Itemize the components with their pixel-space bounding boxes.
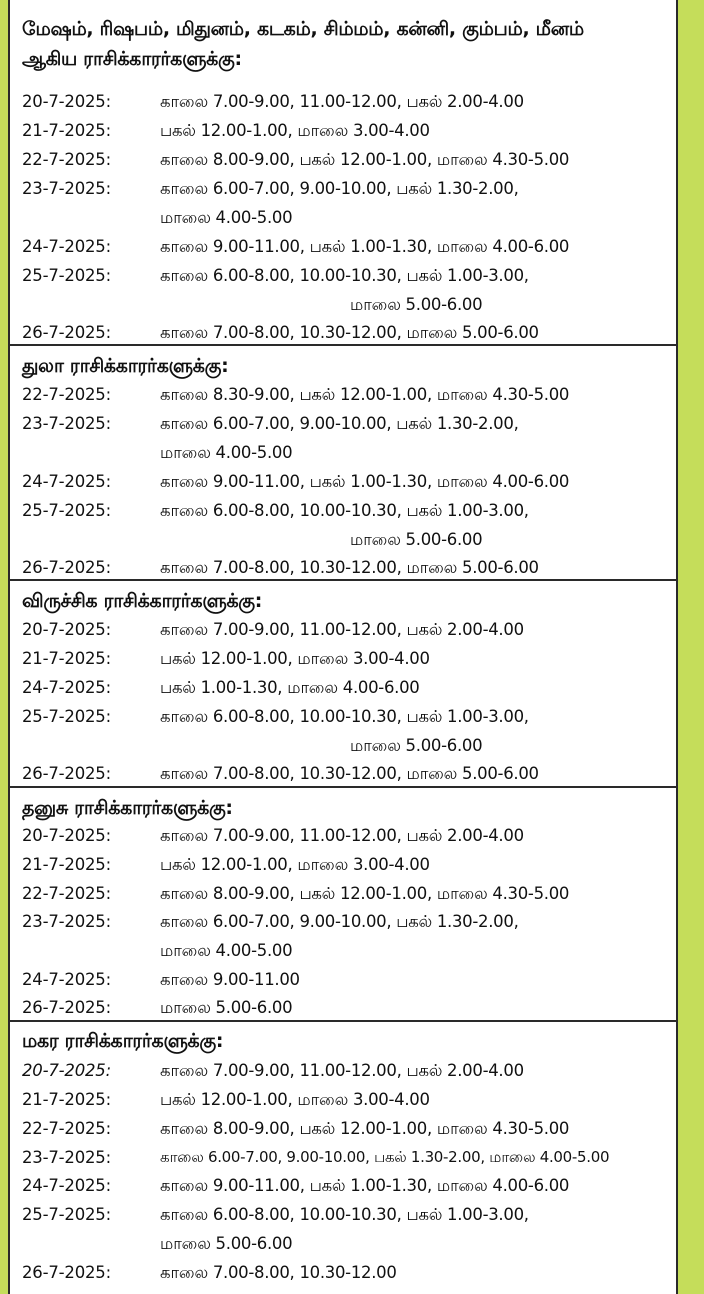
row-date: 26-7-2025: bbox=[22, 558, 111, 577]
section-title: மகர ராசிக்காரர்களுக்கு: bbox=[22, 1030, 224, 1052]
schedule-row-continued bbox=[10, 731, 676, 760]
section-title: தனுசு ராசிக்காரர்களுக்கு: bbox=[22, 797, 233, 819]
row-times-continued: மாலை 5.00-6.00 bbox=[160, 1234, 293, 1253]
row-times: காலை 7.00-9.00, 11.00-12.00, பகல் 2.00-4.00 bbox=[160, 92, 524, 111]
schedule-row bbox=[10, 702, 676, 731]
row-date: 23-7-2025: bbox=[22, 414, 111, 433]
row-times: காலை 8.00-9.00, பகல் 12.00-1.00, மாலை 4.30-5.00 bbox=[160, 1119, 570, 1138]
row-date: 24-7-2025: bbox=[22, 472, 111, 491]
row-times-continued: மாலை 4.00-5.00 bbox=[160, 208, 293, 227]
schedule-row bbox=[10, 879, 676, 908]
schedule-row bbox=[10, 673, 676, 702]
row-date: 23-7-2025: bbox=[22, 179, 111, 198]
section-dhanusu bbox=[10, 788, 676, 1022]
row-times: காலை 6.00-7.00, 9.00-10.00, பகல் 1.30-2.00, bbox=[160, 179, 519, 198]
schedule-row bbox=[10, 993, 676, 1022]
row-times: காலை 7.00-8.00, 10.30-12.00, மாலை 5.00-6.00 bbox=[160, 323, 539, 342]
row-date: 25-7-2025: bbox=[22, 266, 111, 285]
row-times: பகல் 12.00-1.00, மாலை 3.00-4.00 bbox=[160, 1090, 430, 1109]
schedule-row bbox=[10, 1143, 676, 1172]
row-date: 24-7-2025: bbox=[22, 678, 111, 697]
row-times: காலை 7.00-9.00, 11.00-12.00, பகல் 2.00-4.00 bbox=[160, 620, 524, 639]
row-times: காலை 6.00-7.00, 9.00-10.00, பகல் 1.30-2.00, bbox=[160, 912, 519, 931]
schedule-row bbox=[10, 821, 676, 850]
row-date: 24-7-2025: bbox=[22, 970, 111, 989]
row-times: காலை 8.00-9.00, பகல் 12.00-1.00, மாலை 4.30-5.00 bbox=[160, 884, 570, 903]
row-times: காலை 9.00-11.00 bbox=[160, 970, 300, 989]
schedule-row bbox=[10, 1258, 676, 1287]
schedule-row-continued bbox=[10, 525, 676, 554]
row-times: பகல் 12.00-1.00, மாலை 3.00-4.00 bbox=[160, 855, 430, 874]
row-date: 20-7-2025: bbox=[22, 92, 111, 111]
schedule-row-continued bbox=[10, 290, 676, 319]
row-times: காலை 7.00-8.00, 10.30-12.00, மாலை 5.00-6.00 bbox=[160, 558, 539, 577]
schedule-row bbox=[10, 318, 676, 347]
row-times: காலை 9.00-11.00, பகல் 1.00-1.30, மாலை 4.00-6.00 bbox=[160, 237, 570, 256]
row-date: 25-7-2025: bbox=[22, 501, 111, 520]
schedule-row bbox=[10, 615, 676, 644]
row-date: 21-7-2025: bbox=[22, 855, 111, 874]
schedule-row bbox=[10, 644, 676, 673]
schedule-row bbox=[10, 467, 676, 496]
row-date: 22-7-2025: bbox=[22, 884, 111, 903]
row-times: பகல் 1.00-1.30, மாலை 4.00-6.00 bbox=[160, 678, 420, 697]
schedule-row bbox=[10, 1171, 676, 1200]
schedule-row-continued bbox=[10, 936, 676, 965]
schedule-row bbox=[10, 145, 676, 174]
schedule-row bbox=[10, 409, 676, 438]
row-date: 25-7-2025: bbox=[22, 1205, 111, 1224]
schedule-row bbox=[10, 232, 676, 261]
row-times: காலை 7.00-9.00, 11.00-12.00, பகல் 2.00-4.00 bbox=[160, 826, 524, 845]
row-date: 20-7-2025: bbox=[22, 620, 111, 639]
row-date: 24-7-2025: bbox=[22, 237, 111, 256]
row-date: 22-7-2025: bbox=[22, 385, 111, 404]
row-times: காலை 7.00-8.00, 10.30-12.00, மாலை 5.00-6.00 bbox=[160, 764, 539, 783]
schedule-row bbox=[10, 116, 676, 145]
section-thula bbox=[10, 346, 676, 581]
section-title: மேஷம், ரிஷபம், மிதுனம், கடகம், சிம்மம், கன்னி, கும்பம், மீனம் bbox=[22, 18, 584, 40]
row-times: காலை 9.00-11.00, பகல் 1.00-1.30, மாலை 4.00-6.00 bbox=[160, 472, 570, 491]
row-times: காலை 6.00-8.00, 10.00-10.30, பகல் 1.00-3.00, bbox=[160, 707, 529, 726]
row-times-continued: மாலை 5.00-6.00 bbox=[350, 530, 483, 549]
section-title: விருச்சிக ராசிக்காரர்களுக்கு: bbox=[22, 590, 263, 612]
row-times: பகல் 12.00-1.00, மாலை 3.00-4.00 bbox=[160, 121, 430, 140]
schedule-row bbox=[10, 261, 676, 290]
row-times: காலை 9.00-11.00, பகல் 1.00-1.30, மாலை 4.00-6.00 bbox=[160, 1176, 570, 1195]
row-times: காலை 7.00-9.00, 11.00-12.00, பகல் 2.00-4.00 bbox=[160, 1061, 524, 1080]
schedule-row bbox=[10, 759, 676, 788]
section-title-continued: ஆகிய ராசிக்காரர்களுக்கு: bbox=[22, 48, 242, 70]
schedule-row bbox=[10, 907, 676, 936]
row-times: காலை 8.00-9.00, பகல் 12.00-1.00, மாலை 4.30-5.00 bbox=[160, 150, 570, 169]
row-times: மாலை 5.00-6.00 bbox=[160, 998, 293, 1017]
schedule-row-continued bbox=[10, 438, 676, 467]
row-times: பகல் 12.00-1.00, மாலை 3.00-4.00 bbox=[160, 649, 430, 668]
row-date: 24-7-2025: bbox=[22, 1176, 111, 1195]
row-times: காலை 6.00-8.00, 10.00-10.30, பகல் 1.00-3.00, bbox=[160, 1205, 529, 1224]
row-times: காலை 8.30-9.00, பகல் 12.00-1.00, மாலை 4.30-5.00 bbox=[160, 385, 570, 404]
row-times: காலை 7.00-8.00, 10.30-12.00 bbox=[160, 1263, 397, 1282]
row-times: காலை 6.00-8.00, 10.00-10.30, பகல் 1.00-3.00, bbox=[160, 266, 529, 285]
section-title: துலா ராசிக்காரர்களுக்கு: bbox=[22, 355, 229, 377]
row-date: 26-7-2025: bbox=[22, 323, 111, 342]
section-group-signs bbox=[10, 0, 676, 346]
row-date: 22-7-2025: bbox=[22, 150, 111, 169]
schedule-row bbox=[10, 380, 676, 409]
schedule-row bbox=[10, 553, 676, 582]
row-date: 26-7-2025: bbox=[22, 1263, 111, 1282]
schedule-row bbox=[10, 1200, 676, 1229]
schedule-row bbox=[10, 1114, 676, 1143]
row-times-continued: மாலை 5.00-6.00 bbox=[350, 295, 483, 314]
row-times-continued: மாலை 4.00-5.00 bbox=[160, 941, 293, 960]
row-date: 20-7-2025: bbox=[22, 1061, 111, 1080]
row-times: காலை 6.00-8.00, 10.00-10.30, பகல் 1.00-3.00, bbox=[160, 501, 529, 520]
row-date: 23-7-2025: bbox=[22, 1148, 111, 1167]
row-times-continued: மாலை 4.00-5.00 bbox=[160, 443, 293, 462]
schedule-row bbox=[10, 965, 676, 994]
schedule-row-continued bbox=[10, 203, 676, 232]
section-magaram bbox=[10, 1022, 676, 1294]
row-times: காலை 6.00-7.00, 9.00-10.00, பகல் 1.30-2.00, bbox=[160, 414, 519, 433]
schedule-row bbox=[10, 87, 676, 116]
section-viruchigam bbox=[10, 581, 676, 788]
row-times-continued: மாலை 5.00-6.00 bbox=[350, 736, 483, 755]
schedule-row bbox=[10, 174, 676, 203]
row-date: 26-7-2025: bbox=[22, 764, 111, 783]
row-date: 22-7-2025: bbox=[22, 1119, 111, 1138]
schedule-row bbox=[10, 496, 676, 525]
row-date: 20-7-2025: bbox=[22, 826, 111, 845]
row-date: 21-7-2025: bbox=[22, 649, 111, 668]
row-date: 25-7-2025: bbox=[22, 707, 111, 726]
schedule-row bbox=[10, 850, 676, 879]
row-date: 21-7-2025: bbox=[22, 121, 111, 140]
row-date: 21-7-2025: bbox=[22, 1090, 111, 1109]
schedule-row-continued bbox=[10, 1229, 676, 1258]
schedule-panel bbox=[8, 0, 678, 1294]
row-times: காலை 6.00-7.00, 9.00-10.00, பகல் 1.30-2.00, மாலை 4.00-5.00 bbox=[160, 1148, 610, 1166]
row-date: 23-7-2025: bbox=[22, 912, 111, 931]
schedule-row bbox=[10, 1056, 676, 1085]
schedule-row bbox=[10, 1085, 676, 1114]
row-date: 26-7-2025: bbox=[22, 998, 111, 1017]
